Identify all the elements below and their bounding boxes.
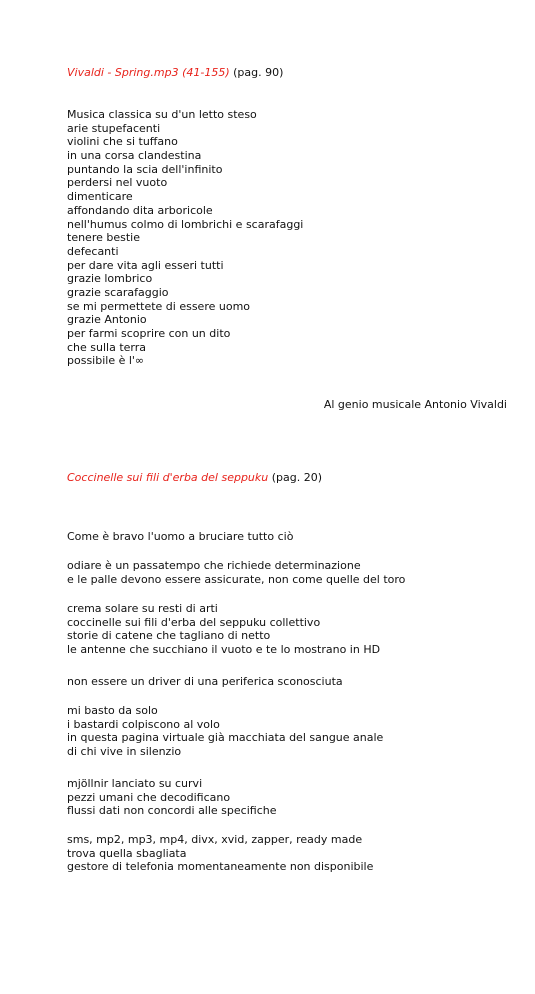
poem-line: di chi vive in silenzio xyxy=(67,745,182,759)
poem2-page-ref: (pag. 20) xyxy=(271,471,323,484)
poem1-heading xyxy=(67,66,283,80)
poem2-stanza-4 xyxy=(67,675,343,689)
poem-line: sms, mp2, mp3, mp4, divx, xvid, zapper, ready made xyxy=(67,833,363,846)
poem-line: tenere bestie xyxy=(67,231,140,245)
poem2-heading xyxy=(67,471,322,485)
poem-line: affondando dita arboricole xyxy=(67,203,213,217)
poem-line: pezzi umani che decodificano xyxy=(67,790,231,804)
poem-line: che sulla terra xyxy=(67,340,147,354)
poem-line: mjöllnir lanciato su curvi xyxy=(67,777,203,790)
poem-line: per dare vita agli esseri tutti xyxy=(67,258,224,272)
poem-line: flussi dati non concordi alle specifiche xyxy=(67,804,277,818)
poem-line: defecanti xyxy=(67,244,119,258)
poem1-title[interactable]: Vivaldi - Spring.mp3 (41-155) xyxy=(67,66,230,79)
poem-line: possibile è l'∞ xyxy=(67,354,145,368)
poem-line: le antenne che succhiano il vuoto e te lo mostrano in HD xyxy=(67,643,381,657)
poem-line: storie di catene che tagliano di netto xyxy=(67,629,271,643)
poem2-title[interactable]: Coccinelle sui fili d'erba del seppuku xyxy=(67,471,269,484)
poem-line: se mi permettete di essere uomo xyxy=(67,299,251,313)
poem-line: perdersi nel vuoto xyxy=(67,176,168,190)
poem-line: dimenticare xyxy=(67,190,133,204)
poem-line: per farmi scoprire con un dito xyxy=(67,327,231,340)
poem-line: gestore di telefonia momentaneamente non disponibile xyxy=(67,860,374,874)
poem2-stanza-3 xyxy=(67,602,380,657)
poem-line: e le palle devono essere assicurate, non come quelle del toro xyxy=(67,572,406,586)
poem-line: Musica classica su d'un letto steso xyxy=(67,108,257,121)
poem1-body xyxy=(67,108,303,368)
poem-line: in questa pagina virtuale già macchiata del sangue anale xyxy=(67,731,384,745)
poem2-stanza-6 xyxy=(67,777,276,818)
poem2-stanza-2 xyxy=(67,559,405,586)
poem-line: puntando la scia dell'infinito xyxy=(67,162,223,176)
poem-line: nell'humus colmo di lombrichi e scarafaggi xyxy=(67,217,304,231)
poem-line: trova quella sbagliata xyxy=(67,846,187,860)
poem-line: in una corsa clandestina xyxy=(67,149,202,163)
poem-line: Come è bravo l'uomo a bruciare tutto ciò xyxy=(67,530,294,543)
poem-line: grazie lombrico xyxy=(67,272,153,286)
poem2-stanza-7 xyxy=(67,833,373,874)
poem-line: violini che si tuffano xyxy=(67,135,178,149)
poem-line: grazie Antonio xyxy=(67,313,147,327)
poem-line: mi basto da solo xyxy=(67,704,158,717)
poem-line: grazie scarafaggio xyxy=(67,285,169,299)
poem-line: crema solare su resti di arti xyxy=(67,602,218,615)
poem-line: non essere un driver di una periferica sconosciuta xyxy=(67,675,343,688)
poem2-stanza-1 xyxy=(67,530,293,544)
poem-line: odiare è un passatempo che richiede determinazione xyxy=(67,559,361,572)
poem1-dedication: Al genio musicale Antonio Vivaldi xyxy=(323,398,507,411)
poem2-stanza-5 xyxy=(67,704,383,759)
poem-line: coccinelle sui fili d'erba del seppuku collettivo xyxy=(67,615,321,629)
poem1-page-ref: (pag. 90) xyxy=(233,66,284,79)
poem-line: i bastardi colpiscono al volo xyxy=(67,717,220,731)
poem-line: arie stupefacenti xyxy=(67,121,161,135)
